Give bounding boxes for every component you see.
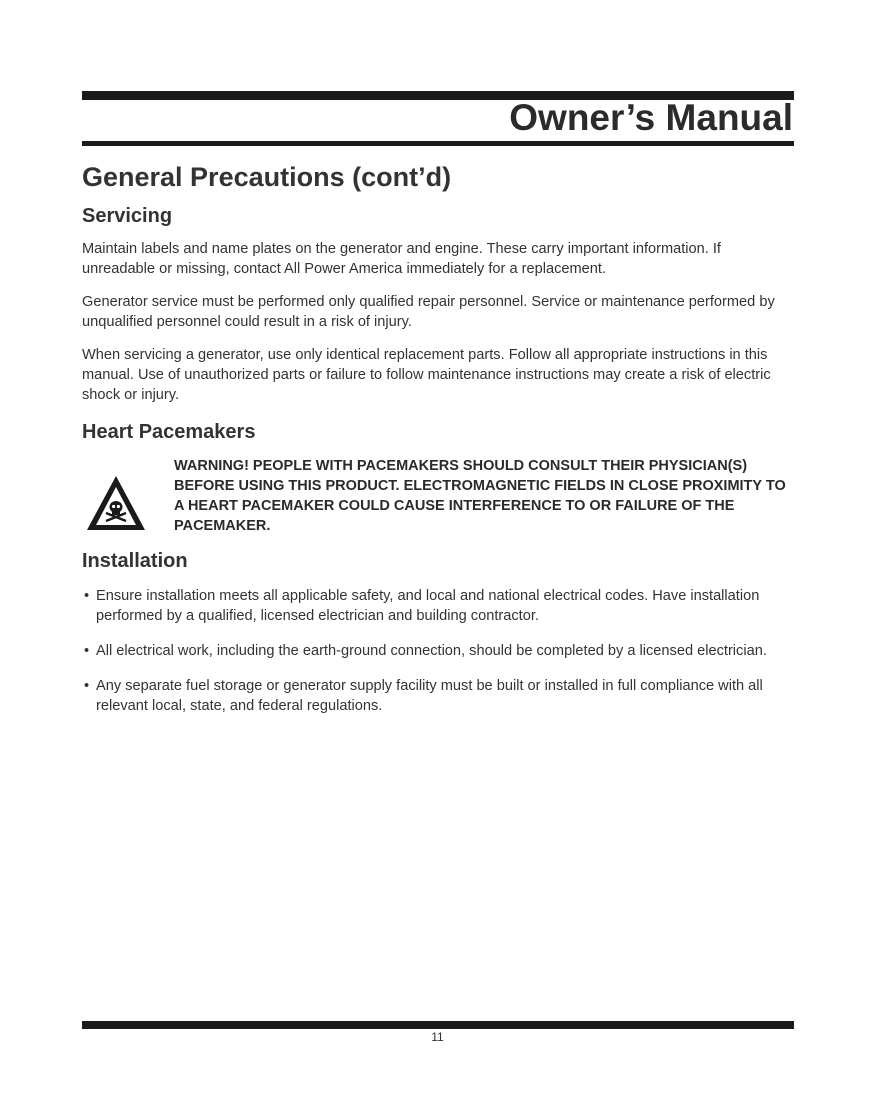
servicing-paragraph-2: Generator service must be performed only qualified repair personnel. Service or maintenance performed by unqualified personnel could result in a risk of injury. (82, 294, 775, 330)
manual-title: Owner’s Manual (509, 97, 793, 138)
pacemakers-heading: Heart Pacemakers (82, 421, 256, 443)
bullet-glyph: • (84, 678, 90, 694)
list-item: • All electrical work, including the earth-ground connection, should be completed by a licensed electrician. (84, 643, 767, 659)
list-item: • Any separate fuel storage or generator supply facility must be built or installed in full compliance with all relevant local, state, and federal regulations. (84, 678, 763, 714)
pacemaker-warning (82, 456, 798, 548)
page-number: 11 (431, 1030, 444, 1044)
bullet-glyph: • (84, 588, 90, 604)
installation-list (82, 586, 798, 716)
skull-warning-triangle-icon (85, 474, 147, 532)
footer-rule (82, 1021, 794, 1029)
warning-text: WARNING! PEOPLE WITH PACEMAKERS SHOULD CONSULT THEIR PHYSICIAN(S) BEFORE USING THIS PRODUCT. ELECTROMAGNETIC FIELDS IN CLOSE PROXIMITY TO A HEART PACEMAKER COULD CAUSE INTERFERENCE TO OR FAILURE OF THE PACEMAKER. (174, 458, 786, 534)
servicing-heading: Servicing (82, 205, 173, 227)
bullet-glyph: • (84, 643, 90, 659)
servicing-paragraph-3: When servicing a generator, use only identical replacement parts. Follow all appropriate instructions in this manual. Use of unauthorized parts or failure to follow maintenance instructions may create a risk of electric shock or injury. (82, 347, 771, 403)
list-item: • Ensure installation meets all applicable safety, and local and national electrical codes. Have installation performed by a qualified, licensed electrician and building contractor. (84, 588, 760, 624)
page-title: General Precautions (cont’d) (82, 162, 452, 192)
installation-heading: Installation (82, 550, 188, 572)
header-bottom-rule (82, 141, 794, 146)
page-content (82, 160, 798, 731)
servicing-paragraph-1: Maintain labels and name plates on the generator and engine. These carry important information. If unreadable or missing, contact All Power America immediately for a replacement. (82, 241, 721, 277)
